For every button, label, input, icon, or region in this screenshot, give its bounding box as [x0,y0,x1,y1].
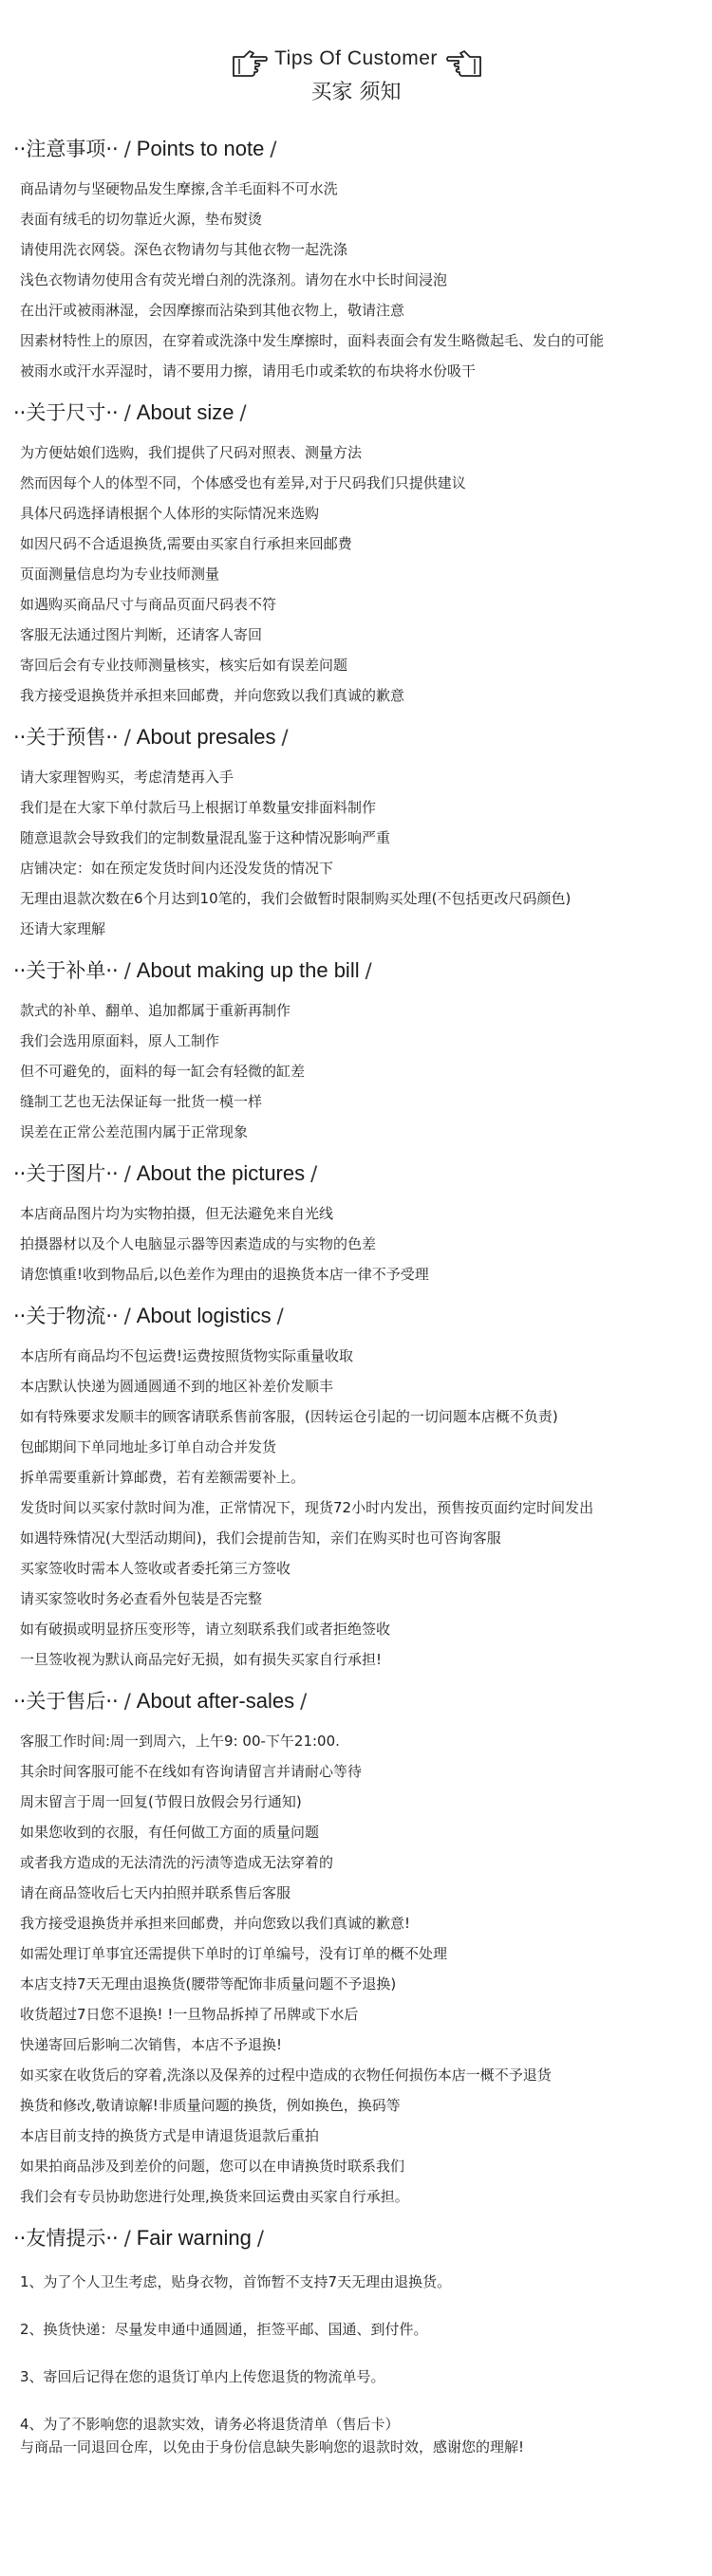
text-line: 如有破损或明显挤压变形等，请立刻联系我们或者拒绝签收 [20,1621,391,1638]
text-line: 如遇购买商品尺寸与商品页面尺码表不符 [20,596,277,613]
text-line: 我方接受退换货并承担来回邮费，并向您致以我们真诚的歉意 [20,687,405,704]
text-line: 一旦签收视为默认商品完好无损，如有损失买家自行承担! [20,1651,383,1668]
text-line: 缝制工艺也无法保证每一批货一模一样 [20,1093,263,1110]
text-line: 如需处理订单事宜还需提供下单时的订单编号，没有订单的概不处理 [20,1945,448,1962]
text-line: 拆单需要重新计算邮费，若有差额需要补上。 [20,1469,306,1486]
text-line: 或者我方造成的无法清洗的污渍等造成无法穿着的 [20,1854,334,1871]
section-about-logistics [0,1303,712,1675]
section-fair-warning [0,2225,712,2458]
text-line: 如果拍商品涉及到差价的问题，您可以在申请换货时联系我们 [20,2158,405,2175]
text-line: 因素材特性上的原因，在穿着或洗涤中发生摩擦时，面料表面会有发生略微起毛、发白的可能 [20,332,605,349]
section-title: ··关于预售·· / About presales / [13,725,289,749]
text-line: 我们会有专员协助您进行处理,换货来回运费由买家自行承担。 [20,2188,409,2205]
warning-item [20,2270,712,2293]
text-line: 请大家理智购买，考虑清楚再入手 [20,769,234,786]
section-title-zh: ··注意事项·· [13,138,119,160]
text-line: 本店商品图片均为实物拍摄，但无法避免来自光线 [20,1205,334,1222]
text-line: 寄回后会有专业技师测量核实，核实后如有误差问题 [20,657,348,674]
text-line: 表面有绒毛的切勿靠近火源，垫布熨烫 [20,211,263,228]
warning-item [20,2365,712,2388]
section-title: ··关于补单·· / About making up the bill / [13,958,372,982]
text-line: 然而因每个人的体型不同，个体感受也有差异,对于尺码我们只提供建议 [20,474,466,491]
header-subtitle: 买家 须知 [310,81,402,104]
text-line: 客服工作时间:周一到周六，上午9: 00-下午21:00. [20,1733,340,1750]
text-line: 商品请勿与坚硬物品发生摩擦,含羊毛面料不可水洗 [20,180,338,197]
text-line: 4、为了不影响您的退款实效，请务必将退货清单（售后卡） [20,2416,400,2433]
text-line: 请在商品签收后七天内拍照并联系售后客服 [20,1884,291,1901]
section-title-zh: ··关于尺寸·· [13,401,119,424]
section-title-zh: ··友情提示·· [13,2227,119,2250]
text-line: 店铺决定：如在预定发货时间内还没发货的情况下 [20,860,334,877]
section-title-en: About presales [136,725,276,749]
page-header [0,0,712,104]
text-line: 被雨水或汗水弄湿时，请不要用力擦，请用毛巾或柔软的布块将水份吸干 [20,362,477,380]
text-line: 换货和修改,敬请谅解!非质量问题的换货，例如换色，换码等 [20,2097,401,2114]
section-about-size [0,399,712,711]
text-line: 客服无法通过图片判断，还请客人寄回 [20,626,263,643]
section-title: ··关于售后·· / About after-sales / [13,1689,308,1713]
text-line: 周末留言于周一回复(节假日放假会另行通知) [20,1793,302,1810]
section-title-en: About the pictures [136,1161,306,1185]
text-line: 还请大家理解 [20,920,106,937]
text-line: 无理由退款次数在6个月达到10笔的，我们会做暂时限制购买处理(不包括更改尺码颜色) [20,890,571,907]
text-line: 我们会选用原面料，原人工制作 [20,1032,220,1049]
text-line: 本店目前支持的换货方式是申请退货退款后重拍 [20,2127,320,2144]
text-line: 本店默认快递为圆通圆通不到的地区补差价发顺丰 [20,1378,334,1395]
text-line: 买家签收时需本人签收或者委托第三方签收 [20,1560,291,1577]
warning-item [20,2413,712,2458]
text-line: 误差在正常公差范围内属于正常现象 [20,1123,249,1140]
section-title: ··关于尺寸·· / About size / [13,400,247,424]
text-line: 为方便姑娘们选购，我们提供了尺码对照表、测量方法 [20,444,363,461]
text-line: 请买家签收时务必查看外包装是否完整 [20,1590,263,1607]
section-title: ··友情提示·· / Fair warning / [13,2226,264,2250]
text-line: 浅色衣物请勿使用含有荧光增白剂的洗涤剂。请勿在水中长时间浸泡 [20,271,448,288]
text-line: 发货时间以买家付款时间为准，正常情况下，现货72小时内发出，预售按页面约定时间发出 [20,1499,594,1516]
section-title-en: About logistics [136,1304,272,1327]
section-about-after-sales [0,1688,712,2212]
text-line: 收货超过7日您不退换! !一旦物品拆掉了吊牌或下水后 [20,2006,359,2023]
text-line: 请您慎重!收到物品后,以色差作为理由的退换货本店一律不予受理 [20,1266,429,1283]
text-line: 如遇特殊情况(大型活动期间)，我们会提前告知，亲们在购买时也可咨询客服 [20,1529,501,1547]
warning-item [20,2318,712,2341]
section-title-zh: ··关于物流·· [13,1305,119,1327]
section-title: ··关于物流·· / About logistics / [13,1304,284,1327]
text-line: 如买家在收货后的穿着,洗涤以及保养的过程中造成的衣物任何损伤本店一概不予退货 [20,2066,552,2084]
header-title: Tips Of Customer [274,47,438,69]
text-line: 如果您收到的衣服，有任何做工方面的质量问题 [20,1824,320,1841]
text-line: 与商品一同退回仓库，以免由于身份信息缺失影响您的退款时效，感谢您的理解! [20,2438,525,2456]
section-title-en: About making up the bill [136,958,360,982]
text-line: 但不可避免的，面料的每一缸会有轻微的缸差 [20,1063,306,1080]
section-title-en: About after-sales [136,1689,295,1713]
text-line: 款式的补单、翻单、追加都属于重新再制作 [20,1002,291,1019]
text-line: 本店支持7天无理由退换货(腰带等配饰非质量问题不予退换) [20,1975,397,1992]
section-title-zh: ··关于售后·· [13,1690,119,1713]
text-line: 3、寄回后记得在您的退货订单内上传您退货的物流单号。 [20,2368,385,2385]
text-line: 随意退款会导致我们的定制数量混乱鉴于这种情况影响严重 [20,829,391,846]
text-line: 如有特殊要求发顺丰的顾客请联系售前客服，(因转运仓引起的一切问题本店概不负责) [20,1408,558,1425]
text-line: 我们是在大家下单付款后马上根据订单数量安排面料制作 [20,799,377,816]
section-title-zh: ··关于图片·· [13,1162,119,1185]
section-title-en: Fair warning [136,2226,252,2250]
section-title-en: Points to note [136,137,265,160]
text-line: 请使用洗衣网袋。深色衣物请勿与其他衣物一起洗涤 [20,241,348,258]
section-title-en: About size [136,400,234,424]
text-line: 我方接受退换货并承担来回邮费，并向您致以我们真诚的歉意! [20,1915,411,1932]
section-title: ··关于图片·· / About the pictures / [13,1161,318,1185]
text-line: 包邮期间下单同地址多订单自动合并发货 [20,1438,277,1455]
section-about-presales [0,724,712,944]
text-line: 拍摄器材以及个人电脑显示器等因素造成的与实物的色差 [20,1235,377,1252]
text-line: 快递寄回后影响二次销售，本店不予退换! [20,2036,283,2053]
section-title: ··注意事项·· / Points to note / [13,137,277,160]
section-points-to-note [0,136,712,386]
section-title-zh: ··关于补单·· [13,959,119,982]
section-title-zh: ··关于预售·· [13,726,119,749]
text-line: 1、为了个人卫生考虑，贴身衣物，首饰暂不支持7天无理由退换货。 [20,2273,452,2290]
text-line: 2、换货快递：尽量发申通中通圆通，拒签平邮、国通、到付件。 [20,2321,428,2338]
text-line: 其余时间客服可能不在线如有咨询请留言并请耐心等待 [20,1763,363,1780]
section-about-making-up-the-bill [0,957,712,1147]
text-line: 在出汗或被雨淋湿，会因摩擦而沾染到其他衣物上，敬请注意 [20,302,405,319]
text-line: 如因尺码不合适退换货,需要由买家自行承担来回邮费 [20,535,352,552]
text-line: 具体尺码选择请根据个人体形的实际情况来选购 [20,505,320,522]
section-about-the-pictures [0,1160,712,1289]
pointing-hand-left-icon [445,47,483,80]
text-line: 页面测量信息均为专业技师测量 [20,565,220,583]
text-line: 本店所有商品均不包运费!运费按照货物实际重量收取 [20,1347,354,1364]
